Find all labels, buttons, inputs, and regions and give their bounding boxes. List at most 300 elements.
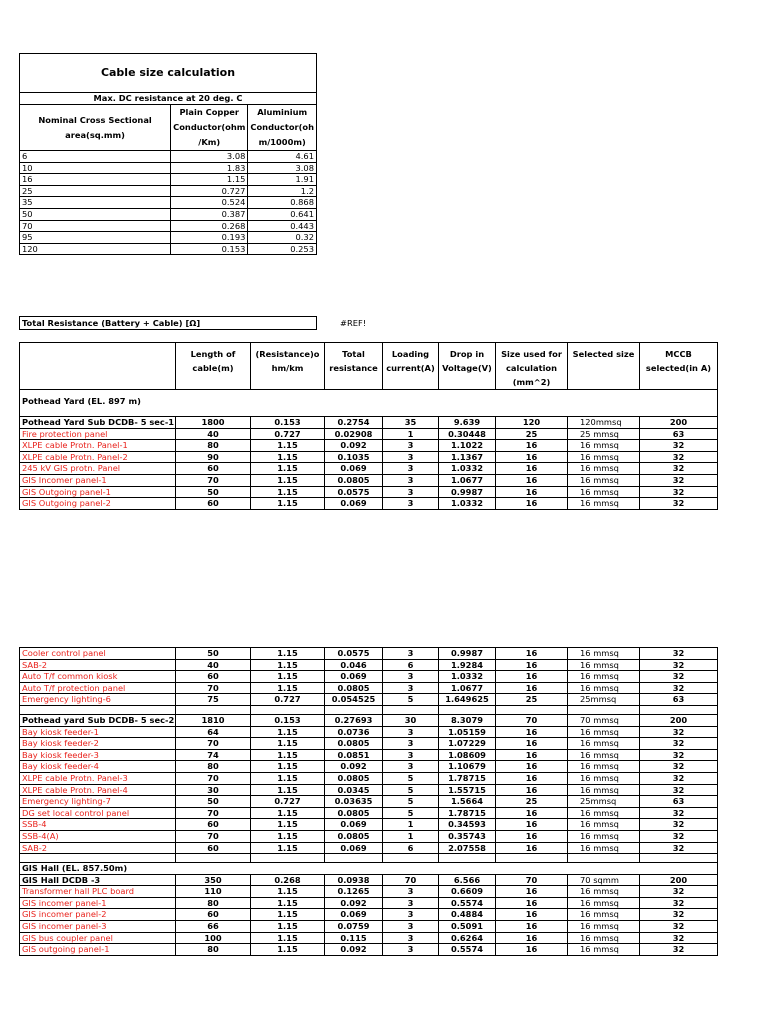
selected-cell: 16 mmsq [568, 921, 640, 933]
name-cell: Emergency lighting-6 [20, 694, 176, 706]
mccb-cell: 32 [640, 726, 718, 738]
length-cell: 80 [176, 944, 251, 956]
name-cell: Bay kiosk feeder-2 [20, 738, 176, 750]
selected-cell: 16 mmsq [568, 807, 640, 819]
empty-cell [568, 854, 640, 863]
size-row [20, 220, 317, 232]
size-cell: 120 [496, 417, 568, 429]
aluminium-cell: 0.32 [248, 232, 317, 244]
size-cell: 16 [496, 807, 568, 819]
feeder-row [20, 761, 718, 773]
drop-cell: 1.0332 [439, 671, 496, 683]
size-cell: 16 [496, 486, 568, 498]
header-size-used: Size used for calculation (mm^2) [496, 343, 568, 390]
load-cell: 3 [383, 671, 439, 683]
drop-cell: 0.9987 [439, 648, 496, 660]
length-cell: 60 [176, 842, 251, 854]
length-cell: 30 [176, 784, 251, 796]
name-cell: 245 kV GIS protn. Panel [20, 463, 176, 475]
selected-cell: 16 mmsq [568, 726, 640, 738]
size-cell: 16 [496, 682, 568, 694]
load-cell: 3 [383, 451, 439, 463]
selected-cell: 16 mmsq [568, 486, 640, 498]
group-row [20, 874, 718, 886]
feeder-row [20, 932, 718, 944]
header-mccb: MCCB selected(in A) [640, 343, 718, 390]
header-loading: Loading current(A) [383, 343, 439, 390]
name-cell: Bay kiosk feeder-1 [20, 726, 176, 738]
mccb-cell: 32 [640, 474, 718, 486]
feeder-row [20, 772, 718, 784]
drop-cell: 1.9284 [439, 659, 496, 671]
res-cell: 1.15 [251, 784, 325, 796]
mccb-cell: 32 [640, 909, 718, 921]
selected-cell: 16 mmsq [568, 498, 640, 510]
total-cell: 0.069 [325, 819, 383, 831]
aluminium-cell: 1.2 [248, 185, 317, 197]
length-cell: 80 [176, 897, 251, 909]
res-cell: 1.15 [251, 749, 325, 761]
area-cell: 25 [20, 185, 171, 197]
load-cell: 3 [383, 921, 439, 933]
mccb-cell: 32 [640, 819, 718, 831]
size-cell: 16 [496, 738, 568, 750]
length-cell: 66 [176, 921, 251, 933]
name-cell: SSB-4(A) [20, 830, 176, 842]
copper-cell: 0.524 [171, 197, 248, 209]
mccb-cell: 63 [640, 694, 718, 706]
empty-cell [20, 705, 176, 714]
empty-cell [640, 854, 718, 863]
res-cell: 1.15 [251, 830, 325, 842]
size-cell: 16 [496, 784, 568, 796]
drop-cell: 6.566 [439, 874, 496, 886]
selected-cell: 25mmsq [568, 796, 640, 808]
col-header-aluminium: Aluminium Conductor(oh m/1000m) [248, 105, 317, 151]
length-cell: 60 [176, 498, 251, 510]
empty-cell [383, 854, 439, 863]
name-cell: Auto T/f common kiosk [20, 671, 176, 683]
res-cell: 1.15 [251, 761, 325, 773]
copper-cell: 0.193 [171, 232, 248, 244]
total-cell: 0.0938 [325, 874, 383, 886]
drop-cell: 1.55715 [439, 784, 496, 796]
drop-cell: 1.78715 [439, 807, 496, 819]
load-cell: 3 [383, 944, 439, 956]
feeder-row [20, 659, 718, 671]
area-cell: 120 [20, 243, 171, 255]
name-cell: Bay kiosk feeder-3 [20, 749, 176, 761]
size-cell: 16 [496, 749, 568, 761]
res-cell: 1.15 [251, 897, 325, 909]
mccb-cell: 32 [640, 772, 718, 784]
name-cell: GIS incomer panel-3 [20, 921, 176, 933]
total-cell: 0.0805 [325, 830, 383, 842]
selected-cell: 16 mmsq [568, 761, 640, 773]
total-cell: 0.03635 [325, 796, 383, 808]
drop-cell: 1.05159 [439, 726, 496, 738]
feeder-row [20, 648, 718, 660]
aluminium-cell: 1.91 [248, 174, 317, 186]
size-cell: 16 [496, 648, 568, 660]
selected-cell: 70 mmsq [568, 714, 640, 726]
drop-cell: 1.07229 [439, 738, 496, 750]
total-cell: 0.1265 [325, 886, 383, 898]
empty-cell [176, 705, 251, 714]
feeder-row [20, 819, 718, 831]
drop-cell: 0.6609 [439, 886, 496, 898]
aluminium-cell: 0.868 [248, 197, 317, 209]
length-cell: 60 [176, 671, 251, 683]
feeder-row [20, 474, 718, 486]
load-cell: 3 [383, 897, 439, 909]
size-row [20, 174, 317, 186]
mccb-cell: 200 [640, 714, 718, 726]
load-cell: 5 [383, 694, 439, 706]
length-cell: 1800 [176, 417, 251, 429]
total-cell: 0.2754 [325, 417, 383, 429]
size-cell: 16 [496, 944, 568, 956]
area-cell: 10 [20, 162, 171, 174]
load-cell: 3 [383, 749, 439, 761]
aluminium-cell: 4.61 [248, 151, 317, 163]
selected-cell: 16 mmsq [568, 440, 640, 452]
size-row [20, 243, 317, 255]
empty-cell [496, 705, 568, 714]
name-cell: Auto T/f protection panel [20, 682, 176, 694]
name-cell: GIS Hall DCDB -3 [20, 874, 176, 886]
name-cell: Cooler control panel [20, 648, 176, 660]
name-cell: XLPE cable Protn. Panel-4 [20, 784, 176, 796]
drop-cell: 9.639 [439, 417, 496, 429]
mccb-cell: 32 [640, 761, 718, 773]
mccb-cell: 32 [640, 897, 718, 909]
drop-cell: 0.5574 [439, 897, 496, 909]
total-cell: 0.0575 [325, 648, 383, 660]
mccb-cell: 32 [640, 738, 718, 750]
total-resistance-row [19, 316, 317, 330]
feeder-row [20, 738, 718, 750]
feeder-row [20, 830, 718, 842]
header-blank [20, 343, 176, 390]
feeder-row [20, 897, 718, 909]
res-cell: 1.15 [251, 440, 325, 452]
length-cell: 60 [176, 463, 251, 475]
empty-cell [439, 705, 496, 714]
name-cell: Transformer hall PLC board [20, 886, 176, 898]
empty-cell [251, 705, 325, 714]
size-cell: 16 [496, 932, 568, 944]
drop-cell: 2.07558 [439, 842, 496, 854]
total-resistance-value: #REF! [340, 318, 367, 328]
total-cell: 0.0805 [325, 772, 383, 784]
res-cell: 1.15 [251, 886, 325, 898]
load-cell: 3 [383, 498, 439, 510]
total-cell: 0.0759 [325, 921, 383, 933]
empty-cell [640, 705, 718, 714]
selected-cell: 16 mmsq [568, 671, 640, 683]
copper-cell: 0.268 [171, 220, 248, 232]
name-cell: SAB-2 [20, 659, 176, 671]
mccb-cell: 32 [640, 784, 718, 796]
total-cell: 0.0805 [325, 474, 383, 486]
total-cell: 0.0851 [325, 749, 383, 761]
area-cell: 16 [20, 174, 171, 186]
drop-cell: 1.10679 [439, 761, 496, 773]
empty-cell [383, 705, 439, 714]
res-cell: 1.15 [251, 772, 325, 784]
length-cell: 70 [176, 830, 251, 842]
size-cell: 16 [496, 909, 568, 921]
size-row [20, 151, 317, 163]
dc-resistance-subtitle: Max. DC resistance at 20 deg. C [20, 93, 317, 105]
total-cell: 0.0575 [325, 486, 383, 498]
load-cell: 5 [383, 796, 439, 808]
total-cell: 0.0345 [325, 784, 383, 796]
size-cell: 16 [496, 498, 568, 510]
feeder-row [20, 486, 718, 498]
spacer-row [20, 854, 718, 863]
res-cell: 1.15 [251, 726, 325, 738]
mccb-cell: 32 [640, 498, 718, 510]
mccb-cell: 32 [640, 682, 718, 694]
size-row [20, 208, 317, 220]
total-cell: 0.092 [325, 761, 383, 773]
mccb-cell: 32 [640, 830, 718, 842]
feeder-row [20, 498, 718, 510]
drop-cell: 1.1022 [439, 440, 496, 452]
load-cell: 3 [383, 440, 439, 452]
selected-cell: 120mmsq [568, 417, 640, 429]
size-cell: 25 [496, 428, 568, 440]
length-cell: 80 [176, 440, 251, 452]
empty-cell [325, 854, 383, 863]
empty-cell [568, 705, 640, 714]
aluminium-cell: 0.253 [248, 243, 317, 255]
length-cell: 70 [176, 807, 251, 819]
res-cell: 1.15 [251, 944, 325, 956]
section-title: GIS Hall (EL. 857.50m) [20, 863, 718, 875]
name-cell: Fire protection panel [20, 428, 176, 440]
size-cell: 16 [496, 897, 568, 909]
feeder-row [20, 749, 718, 761]
mccb-cell: 32 [640, 944, 718, 956]
area-cell: 6 [20, 151, 171, 163]
res-cell: 0.153 [251, 417, 325, 429]
size-row [20, 185, 317, 197]
drop-cell: 0.34593 [439, 819, 496, 831]
mccb-cell: 63 [640, 796, 718, 808]
total-cell: 0.0736 [325, 726, 383, 738]
drop-cell: 1.0677 [439, 682, 496, 694]
total-cell: 0.069 [325, 671, 383, 683]
size-cell: 16 [496, 726, 568, 738]
res-cell: 0.727 [251, 428, 325, 440]
res-cell: 1.15 [251, 842, 325, 854]
mccb-cell: 32 [640, 463, 718, 475]
group-row [20, 417, 718, 429]
length-cell: 64 [176, 726, 251, 738]
drop-cell: 0.5091 [439, 921, 496, 933]
total-cell: 0.069 [325, 909, 383, 921]
selected-cell: 16 mmsq [568, 909, 640, 921]
selected-cell: 16 mmsq [568, 886, 640, 898]
selected-cell: 16 mmsq [568, 819, 640, 831]
length-cell: 70 [176, 738, 251, 750]
mccb-cell: 32 [640, 932, 718, 944]
mccb-cell: 32 [640, 648, 718, 660]
load-cell: 3 [383, 761, 439, 773]
res-cell: 1.15 [251, 486, 325, 498]
drop-cell: 1.08609 [439, 749, 496, 761]
load-cell: 1 [383, 830, 439, 842]
length-cell: 60 [176, 909, 251, 921]
feeder-row [20, 671, 718, 683]
mccb-cell: 32 [640, 842, 718, 854]
selected-cell: 16 mmsq [568, 682, 640, 694]
res-cell: 1.15 [251, 738, 325, 750]
mccb-cell: 32 [640, 807, 718, 819]
empty-cell [325, 705, 383, 714]
size-cell: 25 [496, 796, 568, 808]
empty-cell [20, 854, 176, 863]
res-cell: 0.727 [251, 694, 325, 706]
load-cell: 6 [383, 659, 439, 671]
load-cell: 6 [383, 842, 439, 854]
load-cell: 5 [383, 772, 439, 784]
drop-cell: 1.0677 [439, 474, 496, 486]
name-cell: Pothead Yard Sub DCDB- 5 sec-1 [20, 417, 176, 429]
mccb-cell: 32 [640, 440, 718, 452]
feeder-row [20, 909, 718, 921]
empty-cell [251, 854, 325, 863]
res-cell: 1.15 [251, 648, 325, 660]
mccb-cell: 32 [640, 921, 718, 933]
feeder-row [20, 428, 718, 440]
name-cell: Bay kiosk feeder-4 [20, 761, 176, 773]
load-cell: 3 [383, 886, 439, 898]
copper-cell: 0.387 [171, 208, 248, 220]
load-cell: 5 [383, 784, 439, 796]
res-cell: 0.153 [251, 714, 325, 726]
selected-cell: 16 mmsq [568, 648, 640, 660]
size-cell: 70 [496, 874, 568, 886]
name-cell: GIS Outgoing panel-1 [20, 486, 176, 498]
load-cell: 3 [383, 463, 439, 475]
aluminium-cell: 0.443 [248, 220, 317, 232]
load-cell: 3 [383, 682, 439, 694]
total-cell: 0.27693 [325, 714, 383, 726]
name-cell: GIS incomer panel-2 [20, 909, 176, 921]
drop-cell: 1.649625 [439, 694, 496, 706]
size-cell: 16 [496, 474, 568, 486]
total-cell: 0.069 [325, 498, 383, 510]
load-cell: 3 [383, 648, 439, 660]
total-cell: 0.054525 [325, 694, 383, 706]
selected-cell: 16 mmsq [568, 842, 640, 854]
name-cell: GIS bus coupler panel [20, 932, 176, 944]
size-row [20, 232, 317, 244]
length-cell: 1810 [176, 714, 251, 726]
selected-cell: 16 mmsq [568, 897, 640, 909]
copper-cell: 3.08 [171, 151, 248, 163]
total-cell: 0.115 [325, 932, 383, 944]
length-cell: 90 [176, 451, 251, 463]
name-cell: XLPE cable Protn. Panel-2 [20, 451, 176, 463]
length-cell: 70 [176, 682, 251, 694]
load-cell: 1 [383, 428, 439, 440]
length-cell: 75 [176, 694, 251, 706]
feeder-row [20, 451, 718, 463]
drop-cell: 1.1367 [439, 451, 496, 463]
res-cell: 1.15 [251, 474, 325, 486]
feeder-row [20, 886, 718, 898]
selected-cell: 25mmsq [568, 694, 640, 706]
length-cell: 50 [176, 648, 251, 660]
selected-cell: 16 mmsq [568, 784, 640, 796]
drop-cell: 0.9987 [439, 486, 496, 498]
length-cell: 100 [176, 932, 251, 944]
size-row [20, 162, 317, 174]
selected-cell: 16 mmsq [568, 659, 640, 671]
drop-cell: 1.78715 [439, 772, 496, 784]
size-row [20, 197, 317, 209]
load-cell: 70 [383, 874, 439, 886]
calc-table-pothead-yard [19, 342, 718, 510]
feeder-row [20, 440, 718, 452]
empty-cell [439, 854, 496, 863]
size-cell: 16 [496, 463, 568, 475]
res-cell: 1.15 [251, 682, 325, 694]
drop-cell: 1.5664 [439, 796, 496, 808]
size-cell: 16 [496, 842, 568, 854]
res-cell: 1.15 [251, 909, 325, 921]
res-cell: 1.15 [251, 498, 325, 510]
section-title: Pothead Yard (EL. 897 m) [20, 390, 718, 417]
mccb-cell: 32 [640, 749, 718, 761]
total-cell: 0.092 [325, 440, 383, 452]
total-cell: 0.046 [325, 659, 383, 671]
feeder-row [20, 726, 718, 738]
header-drop: Drop in Voltage(V) [439, 343, 496, 390]
load-cell: 3 [383, 932, 439, 944]
selected-cell: 16 mmsq [568, 474, 640, 486]
res-cell: 1.15 [251, 932, 325, 944]
length-cell: 74 [176, 749, 251, 761]
load-cell: 30 [383, 714, 439, 726]
name-cell: GIS incomer panel-1 [20, 897, 176, 909]
header-length: Length of cable(m) [176, 343, 251, 390]
cable-size-title: Cable size calculation [20, 54, 317, 93]
mccb-cell: 32 [640, 451, 718, 463]
drop-cell: 8.3079 [439, 714, 496, 726]
copper-cell: 0.153 [171, 243, 248, 255]
group-row [20, 714, 718, 726]
mccb-cell: 63 [640, 428, 718, 440]
header-resistance: (Resistance)ohm/km [251, 343, 325, 390]
total-cell: 0.0805 [325, 738, 383, 750]
size-cell: 16 [496, 659, 568, 671]
selected-cell: 25 mmsq [568, 428, 640, 440]
drop-cell: 0.6264 [439, 932, 496, 944]
mccb-cell: 200 [640, 874, 718, 886]
mccb-cell: 32 [640, 886, 718, 898]
total-cell: 0.092 [325, 897, 383, 909]
total-cell: 0.069 [325, 842, 383, 854]
feeder-row [20, 463, 718, 475]
total-cell: 0.069 [325, 463, 383, 475]
name-cell: SSB-4 [20, 819, 176, 831]
